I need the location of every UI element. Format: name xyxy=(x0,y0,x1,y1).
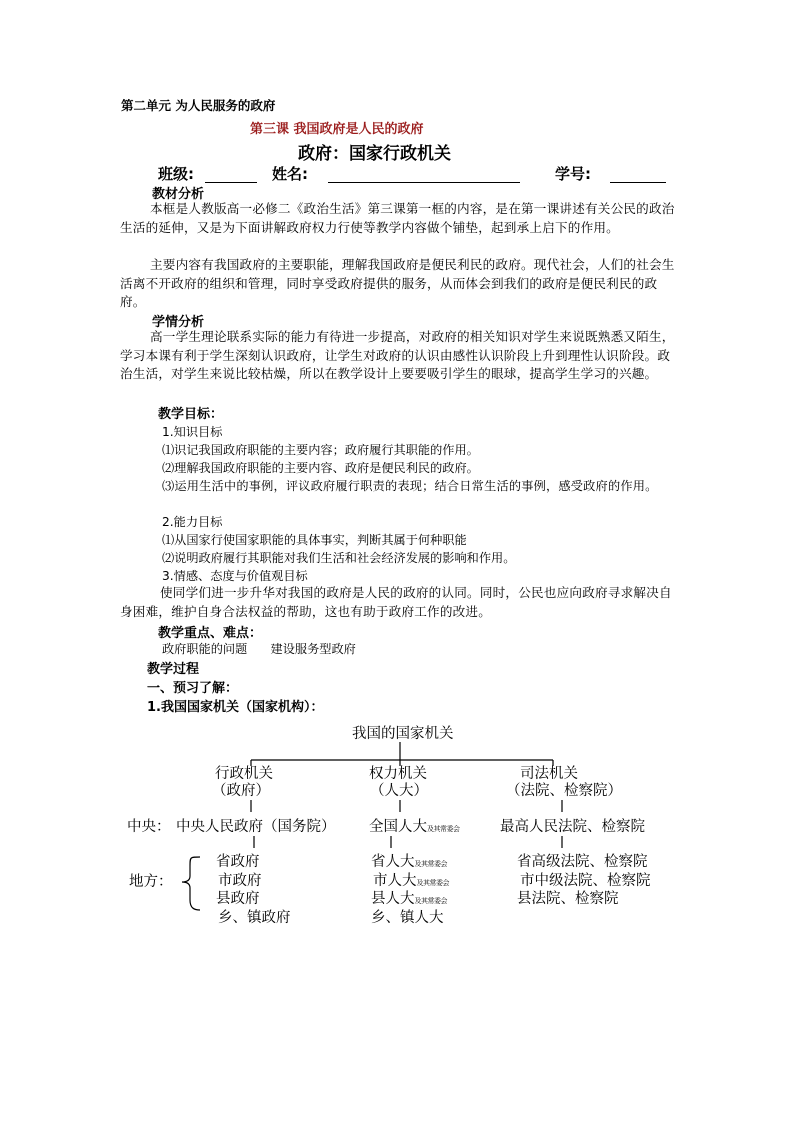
local-judicial-item: 市中级法院、检察院 xyxy=(520,873,651,889)
central-judicial: 最高人民法院、检察院 xyxy=(500,819,645,835)
org-power: 权力机关 xyxy=(369,766,427,782)
goal1-title: 1.知识目标 xyxy=(162,425,223,439)
local-admin-item: 乡、镇政府 xyxy=(218,910,291,926)
local-admin-item: 县政府 xyxy=(216,891,260,907)
central-power: 全国人大及其常委会 xyxy=(369,819,460,835)
org-root: 我国的国家机关 xyxy=(352,726,454,742)
local-power-item: 市人大及其常委会 xyxy=(373,873,449,889)
lesson-title: 第三课 我国政府是人民的政府 xyxy=(250,122,424,137)
org-admin-sub: （政府） xyxy=(212,783,270,799)
goal2-item: ⑴从国家行使国家职能的具体事实，判断其属于何种职能 xyxy=(162,533,467,547)
goal1-item: ⑶运用生活中的事例，评议政府履行职责的表现；结合日常生活的事例，感受政府的作用。 xyxy=(162,479,658,493)
id-label: 学号: xyxy=(555,165,591,183)
local-judicial-item: 县法院、检察院 xyxy=(517,891,619,907)
local-label: 地方： xyxy=(129,874,173,890)
class-label: 班级: xyxy=(158,165,194,183)
unit-title: 第二单元 为人民服务的政府 xyxy=(121,98,276,113)
goal1-item: ⑵理解我国政府职能的主要内容、政府是便民利民的政府。 xyxy=(162,461,479,475)
textbook-paragraph-2: 主要内容有我国政府的主要职能，理解我国政府是便民利民的政府。现代社会，人们的社会生活离不开政府的组织和管理，同时享受政府提供的服务，从而体会到我们的政府是便民利民的政府。 xyxy=(120,257,675,309)
student-paragraph: 高一学生理论联系实际的能力有待进一步提高，对政府的相关知识对学生来说既熟悉又陌生，学习本课有利于学生深刻认识政府，让学生对政府的认识由感性认识阶段上升到理性认识阶段。政治生活，对学生来说比较枯燥，所以在教学设计上要要吸引学生的眼球，提高学生学习的兴趣。 xyxy=(120,329,675,381)
org-judicial-sub: （法院、检察院） xyxy=(506,783,622,799)
goals-heading: 教学目标： xyxy=(158,407,224,422)
local-admin-item: 市政府 xyxy=(218,873,262,889)
student-heading: 学情分析 xyxy=(152,315,205,330)
local-power-item: 省人大及其常委会 xyxy=(371,854,447,870)
goal2-title: 2.能力目标 xyxy=(162,515,223,529)
org-admin: 行政机关 xyxy=(215,766,273,782)
textbook-paragraph-1: 本框是人教版高一必修二《政治生活》第三课第一框的内容，是在第一课讲述有关公民的政治生活的延伸，又是为下面讲解政府权力行使等教学内容做个铺垫，起到承上启下的作用。 xyxy=(120,201,675,235)
org-judicial: 司法机关 xyxy=(520,766,578,782)
page-title: 政府：国家行政机关 xyxy=(298,144,451,164)
local-power-item: 县人大及其常委会 xyxy=(371,891,447,907)
org-power-sub: （人大） xyxy=(370,783,428,799)
textbook-heading: 教材分析 xyxy=(152,187,205,202)
goal2-item: ⑵说明政府履行其职能对我们生活和社会经济发展的影响和作用。 xyxy=(162,551,516,565)
local-admin-item: 省政府 xyxy=(216,854,260,870)
organs-heading: 1.我国国家机关（国家机构）： xyxy=(147,700,324,715)
focus-text: 政府职能的问题 建设服务型政府 xyxy=(162,642,356,656)
goal1-item: ⑴识记我国政府职能的主要内容；政府履行其职能的作用。 xyxy=(162,443,479,457)
central-admin: 中央人民政府（国务院） xyxy=(176,819,336,835)
central-label: 中央： xyxy=(127,819,171,835)
name-label: 姓名: xyxy=(272,165,308,183)
process-heading: 教学过程 xyxy=(147,662,200,677)
preview-heading: 一、预习了解： xyxy=(147,681,239,696)
focus-heading: 教学重点、难点： xyxy=(158,626,263,641)
local-power-item: 乡、镇人大 xyxy=(371,910,444,926)
goal3-title: 3.情感、态度与价值观目标 xyxy=(162,569,308,583)
local-judicial-item: 省高级法院、检察院 xyxy=(517,854,648,870)
goal3-paragraph: 使同学们进一步升华对我国的政府是人民的政府的认同。同时，公民也应向政府寻求解决自身困难，维护自身合法权益的帮助，这也有助于政府工作的改进。 xyxy=(120,585,672,619)
